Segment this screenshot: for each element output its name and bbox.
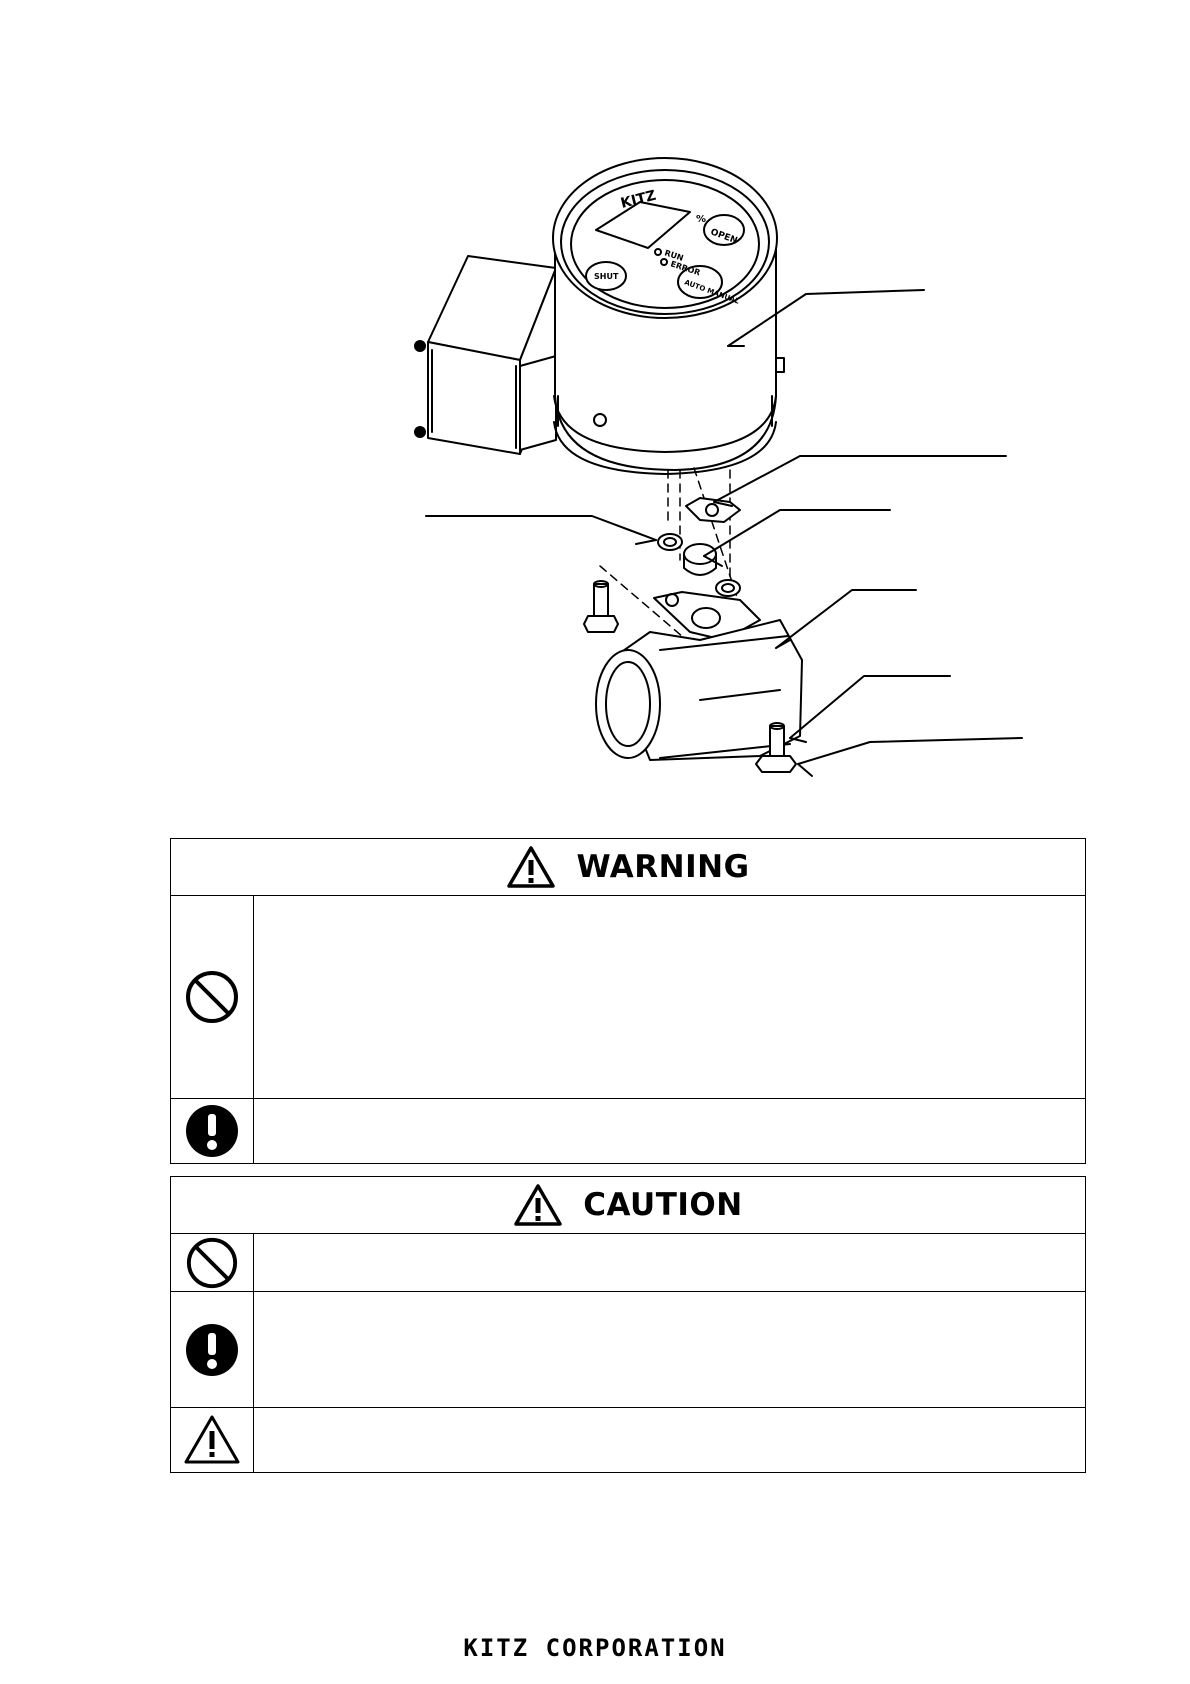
coupling-plate [686,498,740,522]
company-logo: KITZ CORPORATION [463,1634,727,1662]
exploded-assembly-diagram [0,0,1190,820]
display-percent: % [696,214,707,225]
mandatory-action-icon [184,1322,240,1378]
terminal-box [415,256,556,454]
warning-row-text [254,896,1085,1098]
warning-row-prohibition [171,896,1085,1099]
caution-row-mandatory [171,1292,1085,1408]
bolt-left [584,581,618,632]
caution-row-general [171,1408,1085,1472]
warning-triangle-icon [506,845,556,889]
error-led-label: ERROR [669,259,702,278]
warning-row-text [254,1099,1085,1163]
caution-panel [170,1176,1086,1473]
warning-header [171,839,1085,896]
hex-nut [756,756,796,772]
caution-row-text [254,1292,1085,1407]
washer-right [716,580,740,596]
caution-title: CAUTION [583,1187,743,1223]
caution-triangle-icon [513,1183,563,1227]
shut-button-label: SHUT [594,272,619,281]
warning-panel [170,838,1086,1164]
warning-title: WARNING [576,849,750,885]
prohibition-icon [185,1236,239,1290]
auto-manual-button-label: AUTO MANUAL [683,278,741,306]
caution-header [171,1177,1085,1234]
bolt-right [770,723,784,756]
general-caution-icon [183,1414,241,1466]
display-brand: KITZ [619,187,658,212]
washer-left [658,534,682,550]
warning-row-mandatory [171,1099,1085,1163]
caution-row-text [254,1234,1085,1291]
mandatory-action-icon [184,1103,240,1159]
actuator-body [553,158,784,474]
open-button-label: OPEN [708,227,739,247]
caution-row-prohibition [171,1234,1085,1292]
run-led-label: RUN [663,248,685,263]
caution-row-text [254,1408,1085,1472]
prohibition-icon [184,969,240,1025]
